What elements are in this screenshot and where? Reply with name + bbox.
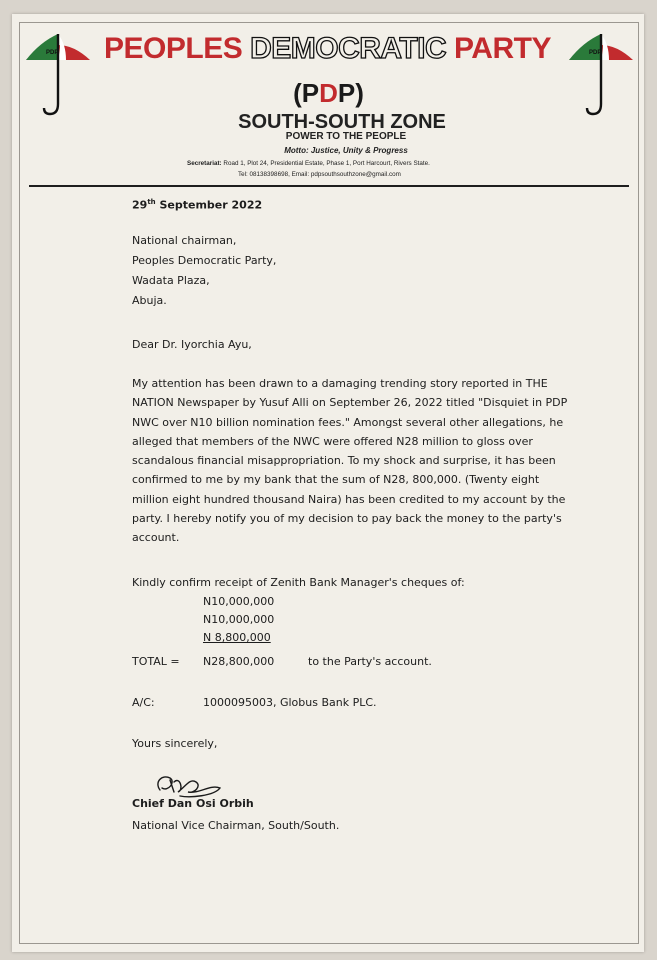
title-party: PARTY: [454, 32, 551, 65]
abbr-mid: D: [319, 78, 338, 108]
abbr-close: P): [337, 78, 364, 108]
title-peoples: PEOPLES: [104, 32, 243, 65]
address-line: National chairman,: [132, 234, 237, 247]
account-label: A/C:: [132, 696, 155, 709]
date-day: 29: [132, 198, 148, 212]
secretariat-address: [187, 160, 527, 167]
closing: Yours sincerely,: [132, 737, 218, 750]
body-paragraph: My attention has been drawn to a damaging trending story reported in THE NATION Newspaper by Yusuf Alli on September 26, 2022 titled "Disquiet in PDP NWC over N10 billion nomination fees." Amongst several other allegations, he alleged that members of the NWC were offered N28 million to gloss over scandalous financial misappropriation. To my shock and surprise, it has been confirmed to me by my bank that the sum of N28, 800,000. (Twenty eight million eight hundred thousand Naira) has been credited to my account by the party. I hereby notify you of my decision to pay back the money to the party's account.: [132, 377, 568, 545]
party-abbreviation: [0, 78, 657, 108]
party-name-heading: [104, 32, 554, 66]
zone-heading: SOUTH-SOUTH ZONE: [238, 111, 446, 133]
secretariat-text: Road 1, Plot 24, Presidential Estate, Phase 1, Port Harcourt, Rivers State.: [223, 160, 430, 167]
abbr-open: (P: [293, 78, 320, 108]
cheque-amount: N10,000,000: [203, 613, 275, 626]
title-democratic: DEMOCRATIC: [250, 32, 447, 65]
cheque-list: [203, 593, 274, 647]
umbrella-label-right: PDP: [589, 50, 602, 56]
contact-line: Tel: 08138398698, Email: pdpsouthsouthzone@gmail.com: [238, 171, 401, 178]
signatory-title: National Vice Chairman, South/South.: [132, 819, 340, 832]
secretariat-label: Secretariat:: [187, 160, 222, 167]
recipient-address: [132, 232, 276, 312]
address-line: Abuja.: [132, 294, 167, 307]
total-destination: to the Party's account.: [308, 655, 432, 668]
cheque-amount: N10,000,000: [203, 595, 275, 608]
salutation: Dear Dr. Iyorchia Ayu,: [132, 338, 252, 351]
confirm-line: Kindly confirm receipt of Zenith Bank Manager's cheques of:: [132, 576, 465, 589]
umbrella-label-left: PDP: [46, 50, 59, 56]
date-rest: September 2022: [155, 198, 263, 212]
total-value: N28,800,000: [203, 655, 275, 668]
account-value: 1000095003, Globus Bank PLC.: [203, 696, 377, 709]
cheque-amount: N 8,800,000: [203, 631, 271, 644]
letterhead-divider: [29, 185, 629, 187]
date-suffix: th: [147, 198, 156, 206]
address-line: Peoples Democratic Party,: [132, 254, 277, 267]
letter-date: [132, 193, 262, 215]
total-label: TOTAL =: [132, 655, 180, 668]
address-line: Wadata Plaza,: [132, 274, 210, 287]
motto: Motto: Justice, Unity & Progress: [284, 146, 408, 155]
slogan: POWER TO THE PEOPLE: [285, 131, 407, 142]
signatory-name: Chief Dan Osi Orbih: [132, 797, 254, 810]
